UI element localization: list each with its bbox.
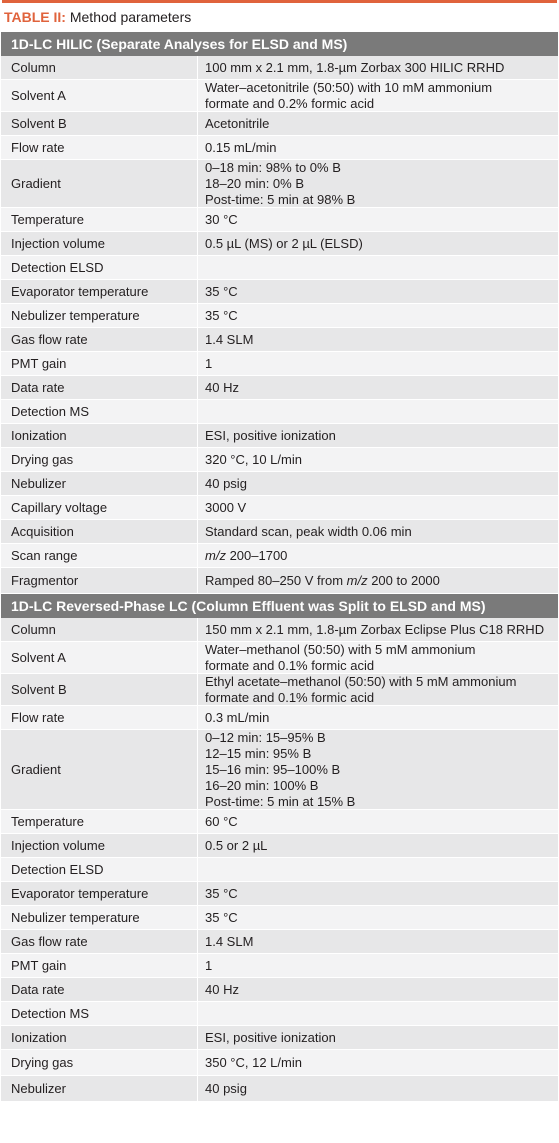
value-line: 40 Hz <box>205 379 239 395</box>
value-line: formate and 0.1% formic acid <box>205 657 375 673</box>
value-line: 60 °C <box>205 813 238 829</box>
table-row <box>1 642 558 674</box>
parameter-value <box>197 882 558 905</box>
value-line: 35 °C <box>205 307 238 323</box>
parameter-label: Injection volume <box>11 838 105 853</box>
parameter-value <box>197 496 558 519</box>
parameter-value <box>197 642 558 673</box>
table-row <box>1 568 558 594</box>
section-header-reversed-phase: 1D-LC Reversed-Phase LC (Column Effluent was Split to ELSD and MS) <box>1 594 558 618</box>
table-title: Method parameters <box>65 9 192 25</box>
parameter-label: Gradient <box>11 762 61 777</box>
hilic-rows <box>1 56 558 594</box>
parameter-value <box>197 906 558 929</box>
table-row <box>1 160 558 208</box>
table-row <box>1 136 558 160</box>
value-line: 16–20 min: 100% B <box>205 777 319 793</box>
parameter-value <box>197 232 558 255</box>
parameter-value <box>197 280 558 303</box>
parameter-label: Detection ELSD <box>11 862 104 877</box>
table-row <box>1 424 558 448</box>
parameter-value <box>197 1026 558 1049</box>
value-line: 100 mm x 2.1 mm, 1.8-µm Zorbax 300 HILIC RRHD <box>205 59 505 75</box>
table-row <box>1 56 558 80</box>
value-line: Ethyl acetate–methanol (50:50) with 5 mM ammonium <box>205 673 517 689</box>
table-row <box>1 1002 558 1026</box>
table-row <box>1 882 558 906</box>
parameter-label: Data rate <box>11 380 65 395</box>
value-line: ESI, positive ionization <box>205 1029 336 1045</box>
table-row <box>1 858 558 882</box>
value-line: 1 <box>205 957 213 973</box>
method-parameters-table <box>1 32 558 1102</box>
reversed-phase-rows <box>1 618 558 1102</box>
parameter-label: Data rate <box>11 982 65 997</box>
table-row <box>1 328 558 352</box>
parameter-value <box>197 834 558 857</box>
parameter-label: Drying gas <box>11 452 74 467</box>
parameter-value <box>197 304 558 327</box>
table-row <box>1 208 558 232</box>
parameter-label: Nebulizer temperature <box>11 308 140 323</box>
parameter-label: Nebulizer temperature <box>11 910 140 925</box>
table-row <box>1 448 558 472</box>
parameter-value <box>197 328 558 351</box>
parameter-label: Nebulizer <box>11 1081 66 1096</box>
table-row <box>1 906 558 930</box>
parameter-value <box>197 136 558 159</box>
table-row <box>1 472 558 496</box>
parameter-value <box>197 448 558 471</box>
parameter-value <box>197 858 558 881</box>
parameter-value <box>197 730 558 809</box>
parameter-value <box>197 256 558 279</box>
parameter-value <box>197 472 558 495</box>
parameter-value <box>197 376 558 399</box>
table-row <box>1 1026 558 1050</box>
parameter-value <box>197 930 558 953</box>
value-line: 3000 V <box>205 499 247 515</box>
parameter-label: Evaporator temperature <box>11 886 149 901</box>
table-row <box>1 730 558 810</box>
parameter-label: Evaporator temperature <box>11 284 149 299</box>
parameter-label: Acquisition <box>11 524 74 539</box>
table-row <box>1 1076 558 1102</box>
value-line: 15–16 min: 95–100% B <box>205 761 341 777</box>
parameter-value <box>197 424 558 447</box>
value-line: 320 °C, 10 L/min <box>205 451 302 467</box>
value-line: 0.15 mL/min <box>205 139 277 155</box>
table-row <box>1 232 558 256</box>
value-line: 1.4 SLM <box>205 331 254 347</box>
value-line: 1.4 SLM <box>205 933 254 949</box>
parameter-label: Gas flow rate <box>11 934 88 949</box>
table-row <box>1 80 558 112</box>
parameter-label: Column <box>11 622 56 637</box>
parameter-label: PMT gain <box>11 958 67 973</box>
value-line: formate and 0.2% formic acid <box>205 95 375 111</box>
parameter-label: Ionization <box>11 428 67 443</box>
value-line: 35 °C <box>205 885 238 901</box>
value-line: 18–20 min: 0% B <box>205 175 305 191</box>
value-line: Post-time: 5 min at 98% B <box>205 191 356 207</box>
value-line: 12–15 min: 95% B <box>205 745 312 761</box>
parameter-label: Detection ELSD <box>11 260 104 275</box>
parameter-label: Flow rate <box>11 140 65 155</box>
value-line: formate and 0.1% formic acid <box>205 689 375 705</box>
parameter-value <box>197 544 558 567</box>
parameter-value <box>197 56 558 79</box>
parameter-label: Capillary voltage <box>11 500 108 515</box>
parameter-value <box>197 978 558 1001</box>
value-line: 35 °C <box>205 283 238 299</box>
parameter-label: Flow rate <box>11 710 65 725</box>
parameter-label: Fragmentor <box>11 573 79 588</box>
table-row <box>1 706 558 730</box>
value-line: 40 psig <box>205 475 247 491</box>
value-line: 30 °C <box>205 211 238 227</box>
parameter-label: Solvent A <box>11 88 66 103</box>
table-row <box>1 352 558 376</box>
parameter-value <box>197 618 558 641</box>
parameter-label: Nebulizer <box>11 476 66 491</box>
value-line: 0.3 mL/min <box>205 709 270 725</box>
value-line: 350 °C, 12 L/min <box>205 1054 302 1070</box>
parameter-label: Injection volume <box>11 236 105 251</box>
parameter-label: Temperature <box>11 212 84 227</box>
table-row <box>1 544 558 568</box>
parameter-value <box>197 112 558 135</box>
parameter-label: Column <box>11 60 56 75</box>
parameter-value <box>197 1050 558 1075</box>
value-line: Post-time: 5 min at 15% B <box>205 793 356 809</box>
value-line: m/z 200–1700 <box>205 547 288 563</box>
table-row <box>1 400 558 424</box>
parameter-label: Solvent A <box>11 650 66 665</box>
parameter-value <box>197 706 558 729</box>
value-line: Water–acetonitrile (50:50) with 10 mM ammonium <box>205 79 493 95</box>
parameter-value <box>197 160 558 207</box>
value-line: Water–methanol (50:50) with 5 mM ammonium <box>205 641 476 657</box>
value-line: 0.5 or 2 µL <box>205 837 268 853</box>
table-row <box>1 618 558 642</box>
value-line: Standard scan, peak width 0.06 min <box>205 523 412 539</box>
table-row <box>1 520 558 544</box>
parameter-label: Solvent B <box>11 682 67 697</box>
value-line: 35 °C <box>205 909 238 925</box>
parameter-label: Ionization <box>11 1030 67 1045</box>
parameter-label: Scan range <box>11 548 78 563</box>
value-line: Ramped 80–250 V from m/z 200 to 2000 <box>205 572 440 588</box>
parameter-value <box>197 400 558 423</box>
parameter-label: Detection MS <box>11 1006 90 1021</box>
table-row <box>1 834 558 858</box>
table-caption <box>0 3 559 32</box>
value-line: 150 mm x 2.1 mm, 1.8-µm Zorbax Eclipse Plus C18 RRHD <box>205 621 545 637</box>
value-line: 0.5 µL (MS) or 2 µL (ELSD) <box>205 235 363 251</box>
parameter-label: PMT gain <box>11 356 67 371</box>
value-line: Acetonitrile <box>205 115 270 131</box>
table-row <box>1 376 558 400</box>
parameter-value <box>197 520 558 543</box>
parameter-label: Gradient <box>11 176 61 191</box>
parameter-value <box>197 954 558 977</box>
table-row <box>1 810 558 834</box>
table-row <box>1 978 558 1002</box>
table-row <box>1 256 558 280</box>
value-line: 40 Hz <box>205 981 239 997</box>
table-row <box>1 930 558 954</box>
table-row <box>1 954 558 978</box>
table-row <box>1 280 558 304</box>
parameter-value <box>197 352 558 375</box>
parameter-label: Gas flow rate <box>11 332 88 347</box>
parameter-label: Temperature <box>11 814 84 829</box>
table-row <box>1 674 558 706</box>
parameter-label: Solvent B <box>11 116 67 131</box>
value-line: 0–18 min: 98% to 0% B <box>205 159 341 175</box>
value-line: 1 <box>205 355 213 371</box>
parameter-value <box>197 1076 558 1101</box>
parameter-label: Detection MS <box>11 404 90 419</box>
table-row <box>1 1050 558 1076</box>
parameter-value <box>197 1002 558 1025</box>
parameter-value <box>197 80 558 111</box>
parameter-value <box>197 208 558 231</box>
value-line: 40 psig <box>205 1080 247 1096</box>
table-row <box>1 496 558 520</box>
parameter-value <box>197 810 558 833</box>
value-line: ESI, positive ionization <box>205 427 336 443</box>
section-header-hilic: 1D-LC HILIC (Separate Analyses for ELSD and MS) <box>1 32 558 56</box>
parameter-value <box>197 568 558 593</box>
parameter-label: Drying gas <box>11 1055 74 1070</box>
parameter-value <box>197 674 558 705</box>
value-line: 0–12 min: 15–95% B <box>205 729 326 745</box>
table-label: TABLE II: <box>4 9 66 25</box>
table-row <box>1 112 558 136</box>
table-row <box>1 304 558 328</box>
